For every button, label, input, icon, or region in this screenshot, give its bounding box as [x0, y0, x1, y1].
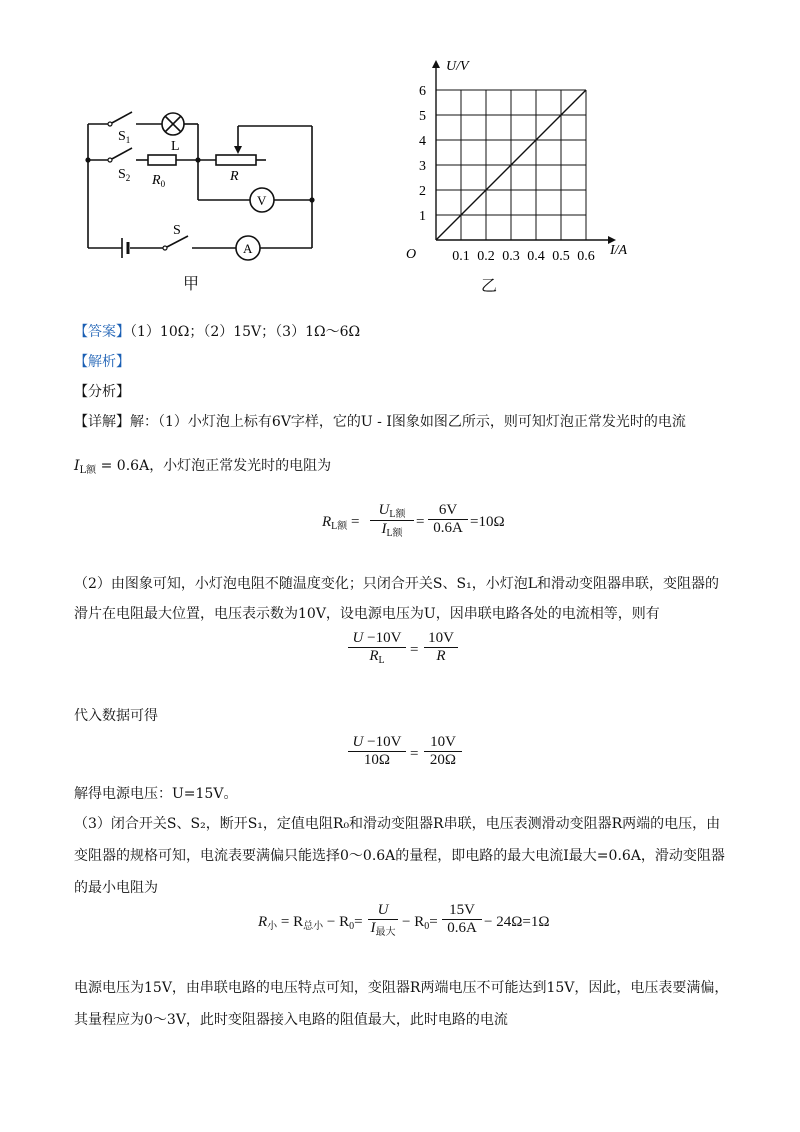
y-tick-label: 3 — [419, 159, 426, 174]
origin-label: O — [406, 247, 417, 262]
x-axis-label: I/A — [610, 243, 628, 258]
detail-text: 解：（1）小灯泡上标有6V字样，它的U - I图象如图乙所示，则可知灯泡正常发光时的电流 — [130, 414, 686, 430]
x-tick-label: 0.4 — [527, 249, 545, 264]
label-s2: $S_2$ — [118, 167, 131, 183]
detail-line2: $I_{L额} = 0.6A$，小灯泡正常发光时的电阻为 — [74, 458, 332, 476]
y-tick-label: 5 — [419, 109, 426, 124]
p4-line2: 其量程应为0～3V，此时变阻器接入电路的阻值最大，此时电路的电流 — [74, 1012, 508, 1028]
answer-text: （1）10Ω；（2）15V；（3）1Ω～6Ω — [130, 324, 361, 340]
equation-1: $R_{L额}$ = $U_{L额}$ $I_{L额}$ = $\frac{6V}{0.6A}$ =10Ω — [322, 502, 505, 539]
p3-line2: 变阻器的规格可知，电流表要满偏只能选择0～0.6A的量程，即电路的最大电流I最大=0.6A，滑动变阻器 — [74, 848, 725, 864]
detail-line1 — [74, 412, 686, 432]
detail-tag: 【详解】 — [74, 414, 130, 430]
p3-line1: （3）闭合开关S、S₂，断开S₁，定值电阻R₀和滑动变阻器R串联，电压表测滑动变阻器R两端的电压，由 — [74, 816, 721, 832]
substitute-text: 代入数据可得 — [74, 708, 158, 724]
fenxi-tag: 【分析】 — [74, 384, 130, 400]
x-tick-label: 0.6 — [577, 249, 595, 264]
figure-label-circuit: 甲 — [183, 274, 200, 293]
figure-label-graph: 乙 — [481, 276, 498, 295]
y-tick-label: 6 — [419, 84, 426, 99]
y-tick-label: 4 — [419, 134, 426, 149]
label-r0: $R_0$ — [152, 173, 166, 189]
x-tick-label: 0.1 — [452, 249, 470, 264]
label-s: S — [173, 223, 181, 238]
y-axis-arrow — [432, 60, 440, 68]
voltmeter-label: V — [257, 193, 267, 208]
label-s1: $S_1$ — [118, 129, 131, 145]
ammeter-label: A — [243, 241, 253, 256]
circuit-diagram — [70, 100, 330, 270]
x-tick-label: 0.3 — [502, 249, 520, 264]
p2-line1: （2）由图象可知，小灯泡电阻不随温度变化；只闭合开关S、S₁，小灯泡L和滑动变阻器串联，变阻器的 — [74, 576, 719, 592]
y-axis-label: U/V — [446, 59, 469, 74]
equation-4: $R_小 = R_{总小} - R_0=$ U $I_{最大}$ − $R_0=$ $\frac{15V}{0.6A}$ − 24Ω=1Ω — [258, 902, 550, 938]
answer-tag: 【答案】 — [74, 324, 130, 340]
p4-line1: 电源电压为15V，由串联电路的电压特点可知，变阻器R两端电压不可能达到15V，因此，电压表要满偏， — [74, 980, 729, 996]
u-i-graph — [390, 59, 628, 270]
equation-2: $\frac{U -10V}{R_L}$ = $\frac{10V}{R}$ — [348, 630, 468, 676]
y-tick-label: 1 — [419, 209, 426, 224]
label-r: R — [230, 169, 239, 184]
label-lamp: L — [171, 139, 180, 154]
answer-line — [74, 322, 360, 342]
p2-line2: 滑片在电阻最大位置，电压表示数为10V，设电源电压为U，因串联电路各处的电流相等，则有 — [74, 606, 660, 622]
x-tick-label: 0.2 — [477, 249, 495, 264]
x-tick-label: 0.5 — [552, 249, 570, 264]
p3-line3: 的最小电阻为 — [74, 880, 158, 896]
equation-3: $\frac{U -10V}{10\Omega}$ = $\frac{10V}{20\Omega}$ — [348, 734, 468, 780]
jiexi-tag: 【解析】 — [74, 354, 130, 370]
y-tick-label: 2 — [419, 184, 426, 199]
solve-line: 解得电源电压：U=15V。 — [74, 786, 238, 802]
